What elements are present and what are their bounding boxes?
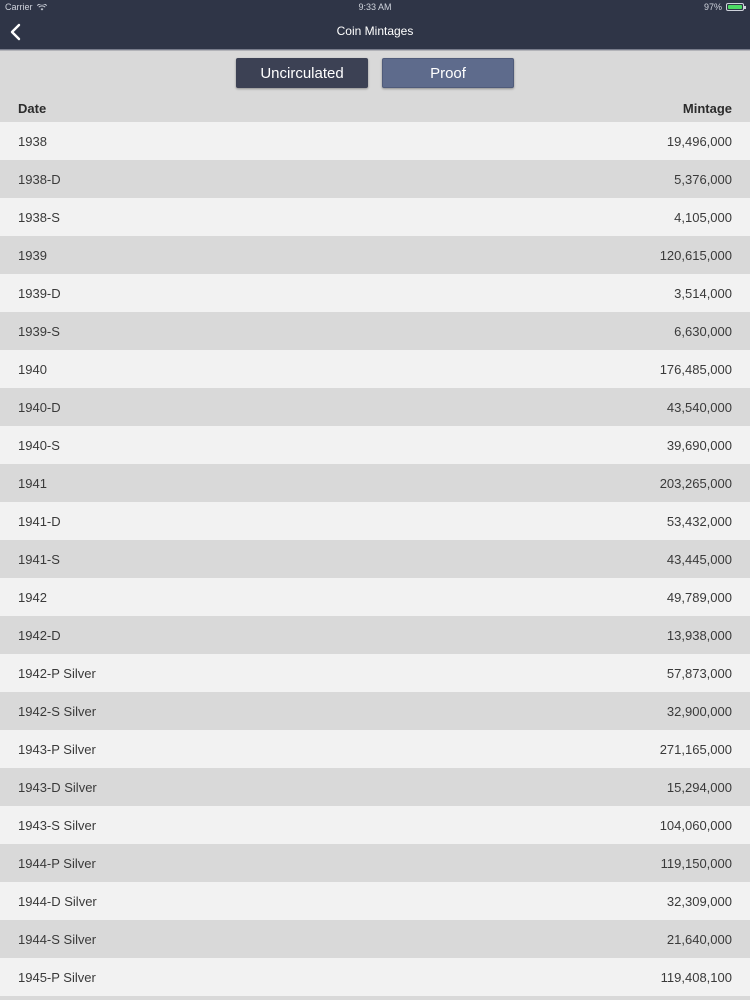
cell-date: 1944-P Silver bbox=[18, 856, 96, 871]
status-bar bbox=[0, 0, 750, 14]
page-title: Coin Mintages bbox=[336, 24, 414, 38]
cell-date: 1941-S bbox=[18, 552, 60, 567]
table-row[interactable] bbox=[0, 312, 750, 350]
cell-date: 1942-S Silver bbox=[18, 704, 97, 719]
cell-date: 1941 bbox=[18, 476, 47, 491]
cell-mintage: 43,540,000 bbox=[666, 400, 732, 415]
cell-date: 1944-D Silver bbox=[18, 894, 97, 909]
table-row[interactable] bbox=[0, 806, 750, 844]
column-header-mintage: Mintage bbox=[682, 101, 732, 116]
table-row[interactable] bbox=[0, 160, 750, 198]
carrier-label: Carrier bbox=[5, 2, 33, 12]
cell-date: 1943-P Silver bbox=[18, 742, 96, 757]
cell-date: 1942-P Silver bbox=[18, 666, 96, 681]
table-header bbox=[0, 96, 750, 120]
table-row[interactable] bbox=[0, 920, 750, 958]
table-row[interactable] bbox=[0, 464, 750, 502]
cell-mintage: 119,150,000 bbox=[660, 856, 732, 871]
cell-mintage: 203,265,000 bbox=[659, 476, 732, 491]
table-row[interactable] bbox=[0, 388, 750, 426]
cell-date: 1940-D bbox=[18, 400, 61, 415]
cell-mintage: 104,060,000 bbox=[659, 818, 732, 833]
cell-date: 1943-D Silver bbox=[18, 780, 97, 795]
table-row[interactable] bbox=[0, 426, 750, 464]
cell-date: 1945-P Silver bbox=[18, 970, 96, 985]
cell-date: 1940-S bbox=[18, 438, 60, 453]
table-row[interactable] bbox=[0, 616, 750, 654]
cell-date: 1938-S bbox=[18, 210, 60, 225]
cell-mintage: 43,445,000 bbox=[666, 552, 732, 567]
battery-tip bbox=[744, 6, 746, 9]
cell-date: 1939-S bbox=[18, 324, 60, 339]
cell-date: 1938-D bbox=[18, 172, 61, 187]
table-row[interactable] bbox=[0, 122, 750, 160]
status-time: 9:33 AM bbox=[358, 2, 392, 12]
cell-mintage: 57,873,000 bbox=[666, 666, 732, 681]
cell-mintage: 32,309,000 bbox=[666, 894, 732, 909]
table-row[interactable] bbox=[0, 730, 750, 768]
cell-mintage: 271,165,000 bbox=[659, 742, 732, 757]
cell-mintage: 120,615,000 bbox=[659, 248, 732, 263]
cell-date: 1943-S Silver bbox=[18, 818, 97, 833]
table-row[interactable] bbox=[0, 198, 750, 236]
table-row[interactable] bbox=[0, 844, 750, 882]
segment-proof[interactable]: Proof bbox=[382, 58, 514, 88]
mintage-table bbox=[0, 122, 750, 996]
table-row[interactable] bbox=[0, 540, 750, 578]
cell-mintage: 3,514,000 bbox=[674, 286, 732, 301]
segmented-control bbox=[0, 58, 750, 90]
cell-date: 1944-S Silver bbox=[18, 932, 97, 947]
top-bar bbox=[0, 0, 750, 49]
cell-mintage: 6,630,000 bbox=[674, 324, 732, 339]
cell-date: 1939 bbox=[18, 248, 47, 263]
cell-mintage: 13,938,000 bbox=[666, 628, 732, 643]
table-row[interactable] bbox=[0, 768, 750, 806]
cell-mintage: 32,900,000 bbox=[666, 704, 732, 719]
cell-date: 1942 bbox=[18, 590, 47, 605]
cell-mintage: 49,789,000 bbox=[666, 590, 732, 605]
cell-mintage: 21,640,000 bbox=[666, 932, 732, 947]
table-row[interactable] bbox=[0, 958, 750, 996]
status-right bbox=[704, 2, 744, 12]
cell-mintage: 39,690,000 bbox=[666, 438, 732, 453]
cell-date: 1939-D bbox=[18, 286, 61, 301]
table-row[interactable] bbox=[0, 654, 750, 692]
cell-date: 1938 bbox=[18, 134, 47, 149]
table-row[interactable] bbox=[0, 692, 750, 730]
table-row[interactable] bbox=[0, 882, 750, 920]
cell-mintage: 5,376,000 bbox=[674, 172, 732, 187]
table-row[interactable] bbox=[0, 236, 750, 274]
cell-mintage: 176,485,000 bbox=[659, 362, 732, 377]
table-row[interactable] bbox=[0, 502, 750, 540]
table-row[interactable] bbox=[0, 350, 750, 388]
cell-date: 1942-D bbox=[18, 628, 61, 643]
battery-icon bbox=[726, 3, 744, 11]
cell-mintage: 4,105,000 bbox=[674, 210, 732, 225]
table-row[interactable] bbox=[0, 274, 750, 312]
battery-percent: 97% bbox=[703, 2, 722, 12]
cell-date: 1940 bbox=[18, 362, 47, 377]
nav-bar bbox=[0, 14, 750, 49]
cell-mintage: 53,432,000 bbox=[666, 514, 732, 529]
cell-mintage: 119,408,100 bbox=[660, 970, 732, 985]
cell-mintage: 19,496,000 bbox=[666, 134, 732, 149]
cell-date: 1941-D bbox=[18, 514, 61, 529]
nav-divider bbox=[0, 49, 750, 51]
segment-uncirculated[interactable]: Uncirculated bbox=[236, 58, 368, 88]
column-header-date: Date bbox=[18, 101, 47, 116]
table-row[interactable] bbox=[0, 578, 750, 616]
battery-level bbox=[728, 5, 742, 9]
cell-mintage: 15,294,000 bbox=[666, 780, 732, 795]
